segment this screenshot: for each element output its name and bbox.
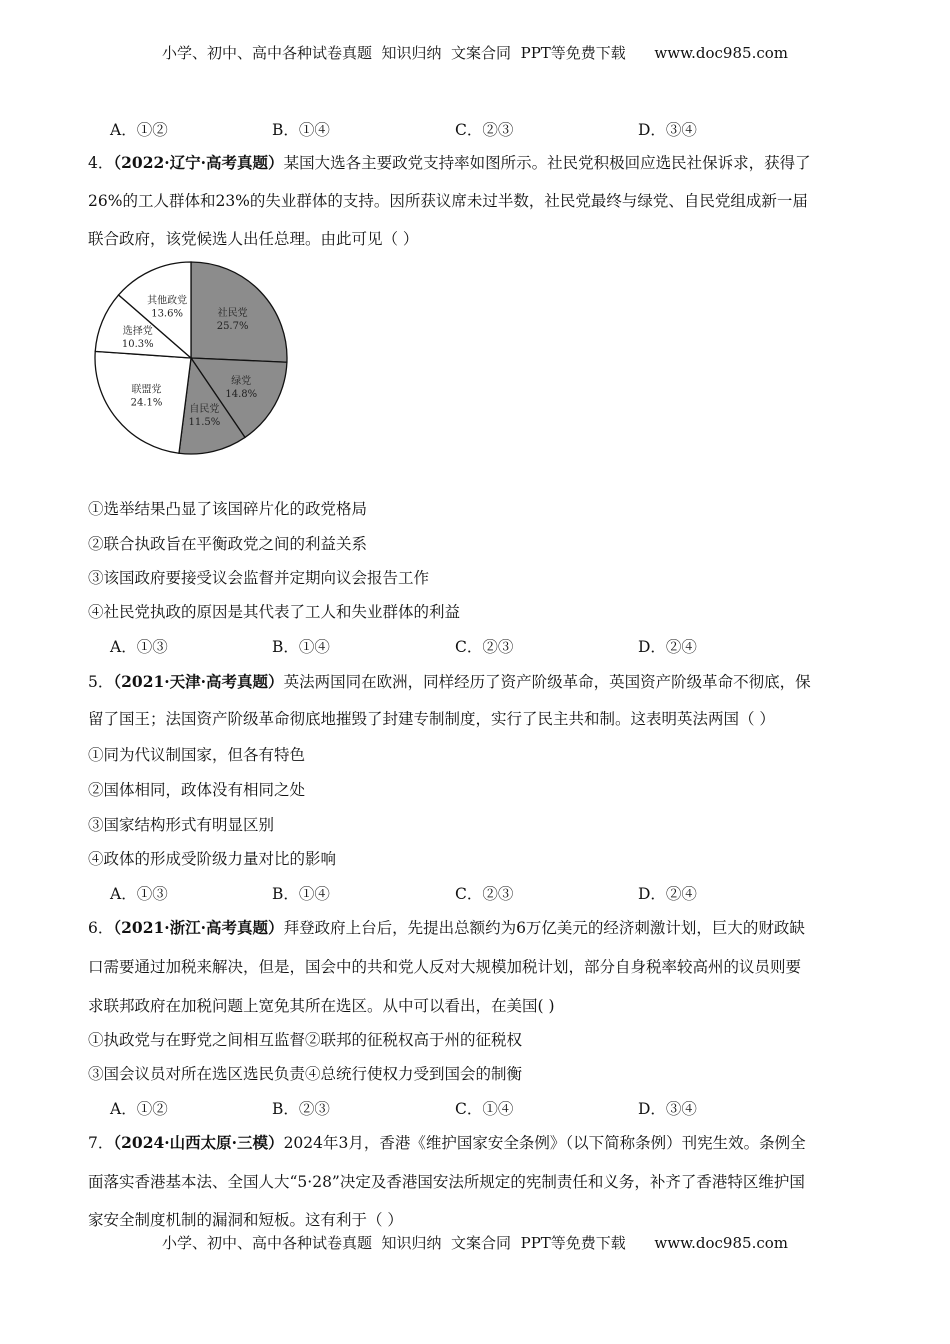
pie-value-3: 24.1%	[130, 397, 163, 409]
question-text: 某国大选各主要政党支持率如图所示。社民党积极回应选民社保诉求，获得了	[283, 154, 811, 172]
q6-statement-2: ③国会议员对所在选区选民负责④总统行使权力受到国会的制衡	[88, 1065, 523, 1083]
q5-options	[0, 882, 950, 904]
question-number: 5．	[88, 673, 114, 691]
q6-stem-line-3: 求联邦政府在加税问题上宽免其所在选区。从中可以看出，在美国( )	[88, 997, 555, 1015]
question-source: （2022·辽宁·高考真题）	[113, 153, 284, 172]
q5-stem-line-1	[88, 670, 811, 692]
q4-statement-1: ①选举结果凸显了该国碎片化的政党格局	[88, 500, 368, 518]
pie-value-5: 13.6%	[151, 308, 183, 320]
q5-stem-line-2: 留了国王；法国资产阶级革命彻底地摧毁了封建专制制度，实行了民主共和制。这表明英法两国（ ）	[88, 710, 775, 728]
q5-option-b[interactable]: B．①④	[272, 885, 330, 903]
question-source: （2021·浙江·高考真题）	[113, 918, 284, 937]
q6-stem-line-2: 口需要通过加税来解决，但是，国会中的共和党人反对大规模加税计划，部分自身税率较高州的议员则要	[88, 958, 802, 976]
q4-stem-line-3: 联合政府，该党候选人出任总理。由此可见（ ）	[88, 230, 419, 248]
q6-option-b[interactable]: B．②③	[272, 1100, 330, 1118]
q7-stem-line-2: 面落实香港基本法、全国人大“5·28”决定及香港国安法所规定的宪制责任和义务，补齐了香港特区维护国	[88, 1173, 805, 1191]
q6-options	[0, 1097, 950, 1119]
q6-stem-line-1	[88, 916, 805, 938]
question-text: 英法两国同在欧洲，同样经历了资产阶级革命，英国资产阶级革命不彻底，保	[283, 673, 811, 691]
question-number: 7．	[88, 1134, 114, 1152]
q3-option-c[interactable]: C．②③	[455, 121, 514, 139]
question-source: （2024·山西太原·三模）	[113, 1133, 284, 1152]
q5-option-d[interactable]: D．②④	[638, 885, 697, 903]
pie-label-4: 选择党	[122, 326, 153, 337]
q3-options	[0, 118, 950, 140]
q4-statement-4: ④社民党执政的原因是其代表了工人和失业群体的利益	[88, 603, 461, 621]
q6-option-a[interactable]: A．①②	[110, 1100, 168, 1118]
q6-option-d[interactable]: D．③④	[638, 1100, 697, 1118]
page-footer: 小学、初中、高中各种试卷真题 知识归纳 文案合同 PPT等免费下载 www.doc985.com	[161, 1234, 788, 1252]
q4-option-d[interactable]: D．②④	[638, 638, 697, 656]
question-text: 拜登政府上台后，先提出总额约为6万亿美元的经济刺激计划，巨大的财政缺	[283, 919, 805, 937]
q4-stem-line-2: 26%的工人群体和23%的失业群体的支持。因所获议席未过半数，社民党最终与绿党、自民党组成新一届	[88, 192, 808, 210]
q5-option-a[interactable]: A．①③	[110, 885, 168, 903]
question-text: 2024年3月，香港《维护国家安全条例》（以下简称条例）刊宪生效。条例全	[283, 1134, 806, 1152]
q4-option-b[interactable]: B．①④	[272, 638, 330, 656]
question-source: （2021·天津·高考真题）	[113, 672, 284, 691]
q5-option-c[interactable]: C．②③	[455, 885, 514, 903]
q3-option-d[interactable]: D．③④	[638, 121, 697, 139]
pie-label-2: 自民党	[189, 404, 220, 415]
pie-label-3: 联盟党	[131, 384, 162, 396]
pie-label-1: 绿党	[231, 376, 252, 388]
q7-stem-line-1	[88, 1131, 806, 1153]
q5-statement-1: ①同为代议制国家，但各有特色	[88, 746, 306, 764]
q3-option-b[interactable]: B．①④	[272, 121, 330, 139]
q6-option-c[interactable]: C．①④	[455, 1100, 514, 1118]
q4-statement-3: ③该国政府要接受议会监督并定期向议会报告工作	[88, 569, 430, 587]
pie-value-1: 14.8%	[225, 389, 258, 401]
q4-options	[0, 635, 950, 657]
pie-label-5: 其他政党	[147, 295, 188, 307]
pie-value-0: 25.7%	[216, 321, 249, 333]
page-header: 小学、初中、高中各种试卷真题 知识归纳 文案合同 PPT等免费下载 www.doc985.com	[161, 44, 788, 62]
q5-statement-4: ④政体的形成受阶级力量对比的影响	[88, 850, 337, 868]
q4-statement-2: ②联合执政旨在平衡政党之间的利益关系	[88, 535, 368, 553]
q4-stem-line-1	[88, 151, 811, 173]
q4-option-c[interactable]: C．②③	[455, 638, 514, 656]
pie-value-4: 10.3%	[121, 339, 154, 350]
pie-value-2: 11.5%	[188, 417, 221, 428]
q3-option-a[interactable]: A．①②	[110, 121, 168, 139]
q5-statement-3: ③国家结构形式有明显区别	[88, 816, 275, 834]
q6-statement-1: ①执政党与在野党之间相互监督②联邦的征税权高于州的征税权	[88, 1031, 523, 1049]
q5-statement-2: ②国体相同，政体没有相同之处	[88, 781, 306, 799]
pie-label-0: 社民党	[217, 308, 248, 320]
q4-option-a[interactable]: A．①③	[110, 638, 168, 656]
q7-stem-line-3: 家安全制度机制的漏洞和短板。这有利于（ ）	[88, 1211, 403, 1229]
party-support-pie-chart	[90, 260, 295, 460]
question-number: 4．	[88, 154, 114, 172]
question-number: 6．	[88, 919, 114, 937]
